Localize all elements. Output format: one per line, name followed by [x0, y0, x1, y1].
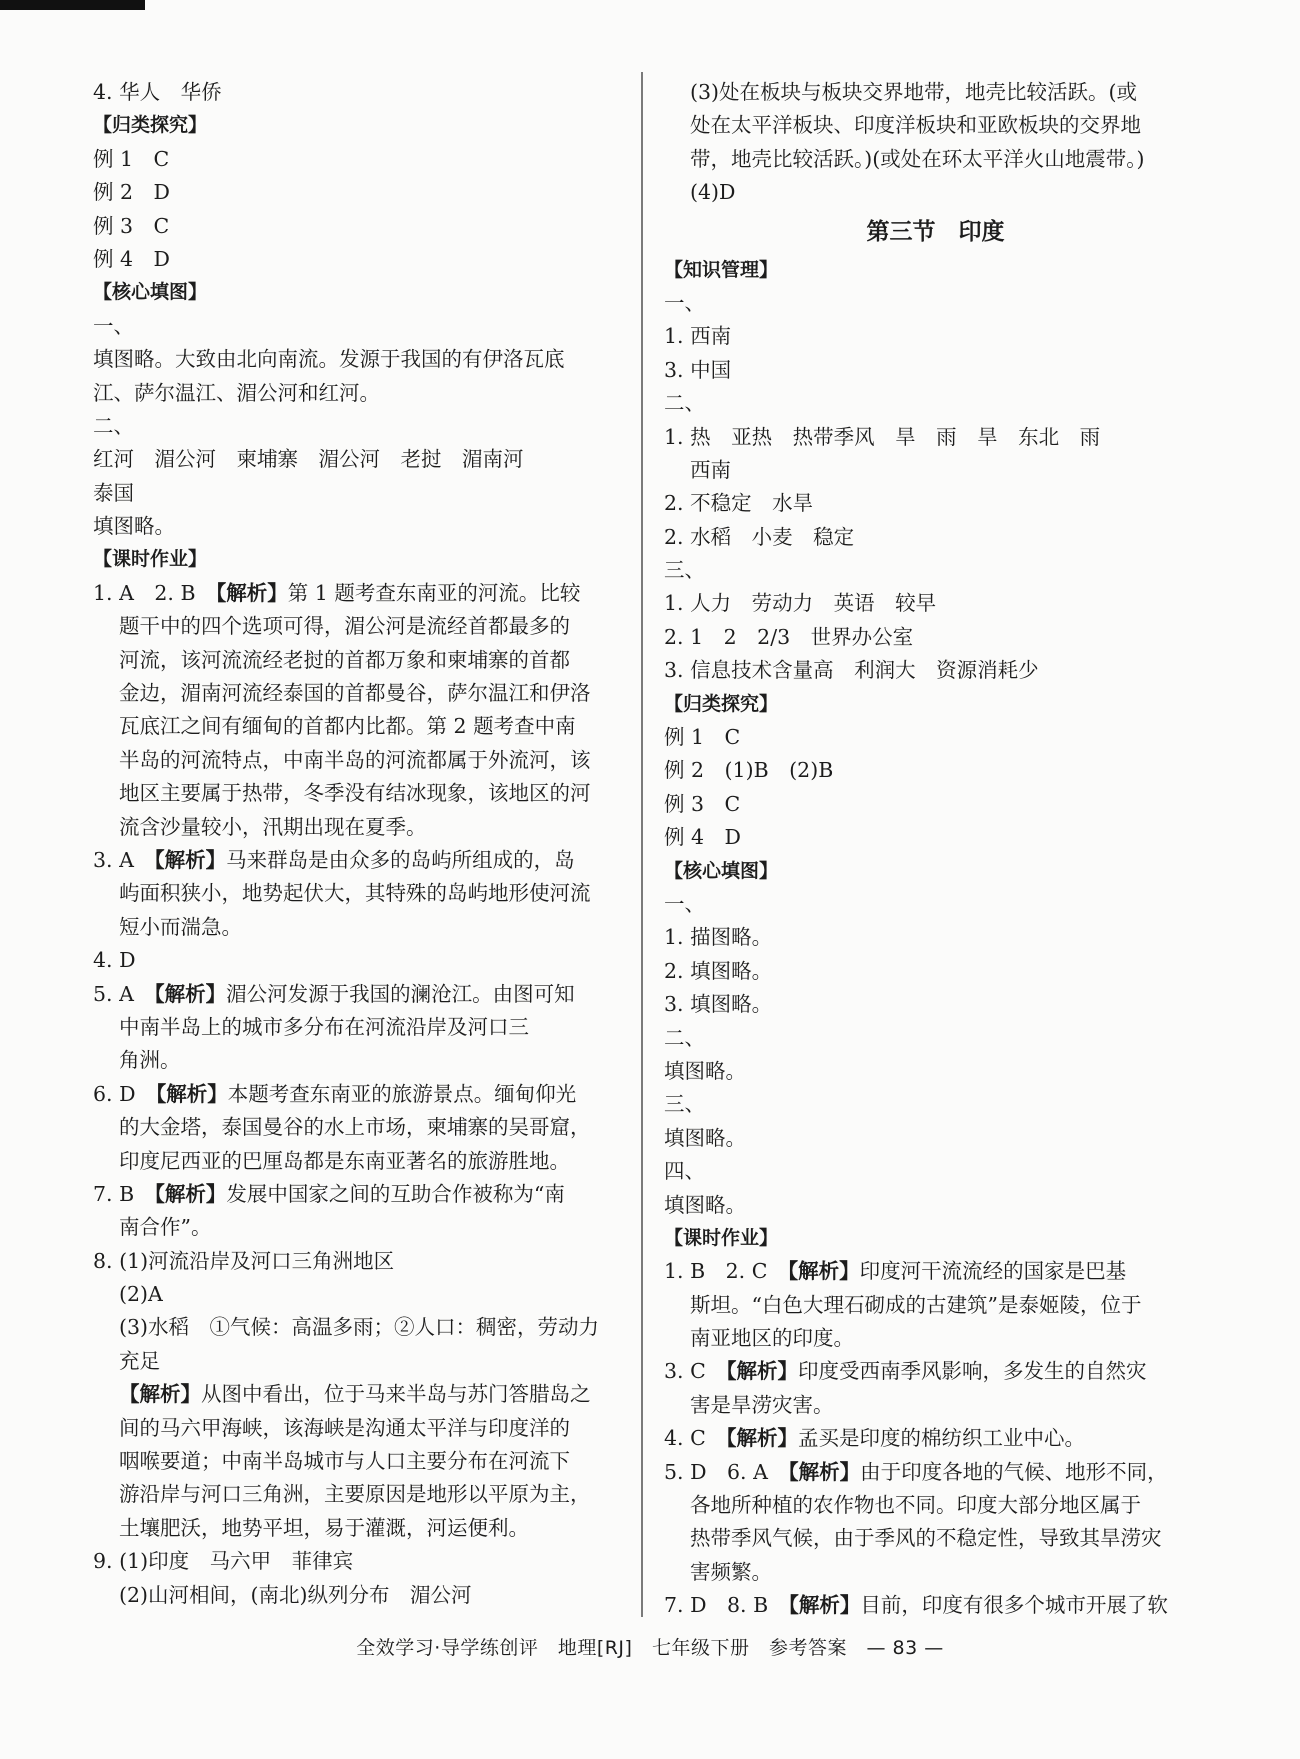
line-text: 地区主要属于热带，冬季没有结冰现象，该地区的河 [119, 781, 591, 806]
answer-line [93, 76, 638, 109]
answer-line [93, 1345, 638, 1378]
answer-line [664, 587, 1207, 620]
analysis-label: 【解析】 [133, 981, 227, 1006]
answer-line [664, 143, 1207, 176]
answer-line [664, 521, 1207, 554]
answer-line [93, 1278, 638, 1311]
answer-line [93, 410, 638, 443]
line-text: 填图略。 [664, 1058, 746, 1083]
answer-line [93, 1311, 638, 1344]
answer-line [664, 1589, 1207, 1622]
line-text: 2. 填图略。 [664, 958, 773, 983]
line-text: 5. A [93, 981, 134, 1006]
left-column [93, 76, 638, 1612]
answer-line [664, 1122, 1207, 1155]
answer-line [93, 1111, 638, 1144]
answer-line [664, 1389, 1207, 1422]
analysis-label: 【解析】 [135, 1081, 228, 1106]
answer-line [93, 510, 638, 543]
answer-line [664, 721, 1207, 754]
answer-line [93, 1044, 638, 1077]
analysis-label: 【解析】 [767, 1259, 860, 1284]
line-text: 河流，该河流流经老挝的首都万象和柬埔寨的首都 [119, 647, 570, 672]
analysis-label: 【解析】 [768, 1593, 861, 1618]
analysis-text: 孟买是印度的棉纺织工业中心。 [798, 1426, 1086, 1451]
answer-line [93, 1512, 638, 1545]
answer-line [664, 754, 1207, 787]
line-text: 例 4 D [664, 825, 741, 850]
answer-line [93, 844, 638, 877]
analysis-text: 本题考查东南亚的旅游景点。缅甸仰光 [227, 1081, 577, 1106]
line-text: 【归类探究】 [664, 692, 779, 715]
answer-line [664, 821, 1207, 854]
line-text: 例 4 D [93, 246, 170, 271]
analysis-label: 【解析】 [705, 1426, 799, 1451]
line-text: 二、 [664, 391, 705, 416]
answer-line [93, 343, 638, 376]
analysis-label: 【解析】 [195, 580, 288, 605]
answer-line [664, 888, 1207, 921]
analysis-text: 印度受西南季风影响，多发生的自然灾 [798, 1359, 1147, 1384]
line-text: 江、萨尔温江、湄公河和红河。 [93, 380, 380, 405]
answer-line [664, 454, 1207, 487]
answer-line [93, 310, 638, 343]
line-text: (3)处在板块与板块交界地带，地壳比较活跃。(或 [690, 80, 1138, 104]
answer-line [93, 710, 638, 743]
line-text: 填图略。 [664, 1125, 746, 1150]
line-text: 4. D [93, 948, 136, 973]
line-text: 例 3 C [93, 213, 170, 238]
answer-line [664, 354, 1207, 387]
line-text: 充足 [119, 1348, 160, 1373]
analysis-label: 【解析】 [705, 1359, 799, 1384]
line-text: 3. C [664, 1359, 706, 1384]
line-text: 游沿岸与河口三角洲，主要原因是地形以平原为主， [119, 1482, 591, 1507]
answer-line [93, 811, 638, 844]
line-text: 斯坦。“白色大理石砌成的古建筑”是泰姬陵，位于 [690, 1292, 1142, 1317]
line-text: 例 1 C [664, 725, 741, 750]
analysis-label: 【解析】 [134, 1181, 227, 1206]
line-text: 2. 1 2 2/3 世界办公室 [664, 624, 914, 649]
answer-line [93, 377, 638, 410]
analysis-text: 第 1 题考查东南亚的河流。比较 [287, 580, 581, 605]
answer-line [93, 176, 638, 209]
answer-line [664, 654, 1207, 687]
line-text: 【课时作业】 [664, 1226, 779, 1249]
analysis-text: 湄公河发源于我国的澜沧江。由图可知 [226, 981, 575, 1006]
line-text: 4. 华人 华侨 [93, 80, 222, 104]
line-text: 中南半岛上的城市多分布在河流沿岸及河口三 [119, 1014, 529, 1039]
answer-line [664, 1556, 1207, 1589]
answer-line [93, 911, 638, 944]
line-text: 瓦底江之间有缅甸的首都内比都。第 2 题考查中南 [119, 714, 576, 739]
analysis-label: 【解析】 [133, 847, 227, 872]
analysis-text: 由于印度各地的气候、地形不同， [860, 1459, 1168, 1484]
answer-line [664, 1189, 1207, 1222]
line-text: 间的马六甲海峡，该海峡是沟通太平洋与印度洋的 [119, 1415, 570, 1440]
line-text: 西南 [690, 457, 731, 482]
answer-line [93, 1545, 638, 1578]
line-text: 屿面积狭小，地势起伏大，其特殊的岛屿地形使河流 [119, 881, 591, 906]
line-text: 泰国 [93, 480, 134, 505]
section-heading [664, 254, 1207, 287]
line-text: 2. 不稳定 水旱 [664, 491, 814, 516]
section-heading [664, 1222, 1207, 1255]
line-text: 1. 热 亚热 热带季风 旱 雨 旱 东北 雨 [664, 424, 1101, 449]
line-text: 【课时作业】 [93, 548, 208, 571]
line-text: 3. 填图略。 [664, 992, 773, 1017]
answer-line [664, 1522, 1207, 1555]
line-text: 例 2 (1)B (2)B [664, 758, 834, 783]
answer-line [664, 988, 1207, 1021]
line-text: 南合作”。 [119, 1215, 212, 1240]
answer-line [664, 1255, 1207, 1288]
line-text: 热带季风气候，由于季风的不稳定性，导致其旱涝灾 [690, 1526, 1162, 1551]
answer-line [93, 1145, 638, 1178]
answer-line [93, 1478, 638, 1511]
analysis-text: 马来群岛是由众多的岛屿所组成的，岛 [226, 847, 575, 872]
analysis-text: 目前，印度有很多个城市开展了软 [860, 1593, 1168, 1618]
line-text: 各地所种植的农作物也不同。印度大部分地区属于 [690, 1493, 1141, 1518]
line-text: 4. C [664, 1426, 706, 1451]
answer-line [93, 443, 638, 476]
line-text: 填图略。大致由北向南流。发源于我国的有伊洛瓦底 [93, 347, 565, 372]
line-text: 一、 [664, 290, 705, 315]
line-text: 红河 湄公河 柬埔寨 湄公河 老挝 湄南河 [93, 447, 524, 472]
answer-line [664, 1022, 1207, 1055]
answer-line [664, 1055, 1207, 1088]
answer-line [93, 644, 638, 677]
line-text: (3)水稻 ①气候：高温多雨；②人口：稠密，劳动力 [119, 1315, 600, 1340]
line-text: (2)山河相间，(南北)纵列分布 湄公河 [119, 1582, 472, 1607]
line-text: 金边，湄南河流经泰国的首都曼谷，萨尔温江和伊洛 [119, 681, 591, 706]
answer-line [93, 744, 638, 777]
answer-line [93, 1078, 638, 1111]
answer-line [664, 955, 1207, 988]
analysis-text: 发展中国家之间的互助合作被称为“南 [226, 1181, 565, 1206]
line-text: 7. D 8. B [664, 1593, 769, 1618]
answer-line [93, 978, 638, 1011]
answer-line [664, 554, 1207, 587]
section-heading [664, 855, 1207, 888]
answer-line [93, 1378, 638, 1411]
line-text: 【知识管理】 [664, 258, 779, 281]
answer-line [664, 1422, 1207, 1455]
answer-line [93, 877, 638, 910]
answer-line [93, 1178, 638, 1211]
line-text: 8. (1)河流沿岸及河口三角洲地区 [93, 1248, 395, 1273]
line-text: 的大金塔，泰国曼谷的水上市场，柬埔寨的吴哥窟， [119, 1115, 591, 1140]
answer-line [664, 1456, 1207, 1489]
answer-line [93, 143, 638, 176]
answer-line [93, 210, 638, 243]
line-text: 填图略。 [664, 1192, 746, 1217]
answer-line [664, 788, 1207, 821]
line-text: 一、 [664, 891, 705, 916]
answer-line [664, 487, 1207, 520]
answer-line [93, 243, 638, 276]
line-text: 1. B 2. C [664, 1259, 768, 1284]
right-column [664, 76, 1207, 1623]
line-text: 第三节 印度 [866, 218, 1005, 245]
line-text: 短小而湍急。 [119, 914, 242, 939]
line-text: 三、 [664, 1092, 705, 1117]
answer-line [664, 1155, 1207, 1188]
line-text: 【归类探究】 [93, 114, 208, 137]
answer-line [93, 610, 638, 643]
line-text: 流含沙量较小，汛期出现在夏季。 [119, 814, 427, 839]
answer-line [93, 1245, 638, 1278]
line-text: 三、 [664, 558, 705, 583]
line-text: 南亚地区的印度。 [690, 1326, 854, 1351]
line-text: 四、 [664, 1159, 705, 1184]
line-text: 例 3 C [664, 791, 741, 816]
line-text: 害是旱涝灾害。 [690, 1392, 834, 1417]
line-text: 3. 中国 [664, 357, 732, 382]
line-text: 1. 描图略。 [664, 925, 773, 950]
line-text: (4)D [690, 180, 736, 205]
analysis-text: 印度河干流流经的国家是巴基 [859, 1259, 1127, 1284]
answer-line [93, 777, 638, 810]
line-text: 一、 [93, 313, 134, 338]
answer-line [664, 1289, 1207, 1322]
answer-line [664, 76, 1207, 109]
line-text: 【核心填图】 [664, 859, 779, 882]
answer-line [93, 1445, 638, 1478]
analysis-text: 从图中看出，位于马来半岛与苏门答腊岛之 [201, 1382, 591, 1407]
answer-line [664, 1322, 1207, 1355]
answer-line [93, 1579, 638, 1612]
line-text: 7. B [93, 1181, 135, 1206]
section-heading [93, 543, 638, 576]
answer-line [664, 320, 1207, 353]
answer-line [664, 421, 1207, 454]
answer-line [93, 677, 638, 710]
analysis-label: 【解析】 [767, 1459, 861, 1484]
line-text: 9. (1)印度 马六甲 菲律宾 [93, 1549, 354, 1574]
answer-line [664, 1355, 1207, 1388]
line-text: 1. 人力 劳动力 英语 较早 [664, 591, 937, 616]
line-text: 3. 信息技术含量高 利润大 资源消耗少 [664, 658, 1039, 683]
answer-line [664, 621, 1207, 654]
answer-line [664, 921, 1207, 954]
section-heading [664, 688, 1207, 721]
line-text: 印度尼西亚的巴厘岛都是东南亚著名的旅游胜地。 [119, 1148, 570, 1173]
top-edge-bar [0, 0, 145, 10]
line-text: 半岛的河流特点，中南半岛的河流都属于外流河，该 [119, 747, 591, 772]
section-heading [93, 276, 638, 309]
answer-line [93, 477, 638, 510]
line-text: 1. A 2. B [93, 580, 196, 605]
line-text: 角洲。 [119, 1048, 181, 1073]
answer-line [93, 1412, 638, 1445]
line-text: 咽喉要道；中南半岛城市与人口主要分布在河流下 [119, 1449, 570, 1474]
line-text: 例 2 D [93, 180, 170, 205]
answer-line [93, 577, 638, 610]
section-title [664, 210, 1207, 254]
line-text: 1. 西南 [664, 324, 732, 349]
line-text: 二、 [664, 1025, 705, 1050]
answer-line [664, 287, 1207, 320]
line-text: 填图略。 [93, 514, 175, 539]
column-divider [641, 72, 643, 1617]
line-text: 【核心填图】 [93, 281, 208, 304]
line-text: 二、 [93, 413, 134, 438]
answer-line [664, 176, 1207, 209]
answer-line [664, 1088, 1207, 1121]
line-text: 3. A [93, 847, 134, 872]
line-text: 题干中的四个选项可得，湄公河是流经首都最多的 [119, 614, 570, 639]
answer-line [664, 109, 1207, 142]
line-text: 6. D [93, 1081, 136, 1106]
page-footer: 全效学习·导学练创评 地理[RJ] 七年级下册 参考答案 — 83 — [356, 1637, 944, 1659]
section-heading [93, 109, 638, 142]
line-text: (2)A [119, 1282, 163, 1307]
answer-line [664, 387, 1207, 420]
answer-line [664, 1489, 1207, 1522]
line-text: 例 1 C [93, 146, 170, 171]
line-text: 带，地壳比较活跃。)(或处在环太平洋火山地震带。) [690, 146, 1145, 171]
answer-line [93, 1011, 638, 1044]
line-text: 害频繁。 [690, 1559, 772, 1584]
line-text: 处在太平洋板块、印度洋板块和亚欧板块的交界地 [690, 113, 1141, 138]
answer-line [93, 1211, 638, 1244]
answer-line [93, 944, 638, 977]
line-text: 5. D 6. A [664, 1459, 768, 1484]
line-text: 土壤肥沃，地势平坦，易于灌溉，河运便利。 [119, 1515, 529, 1540]
analysis-label: 【解析】 [119, 1382, 201, 1407]
line-text: 2. 水稻 小麦 稳定 [664, 524, 855, 549]
